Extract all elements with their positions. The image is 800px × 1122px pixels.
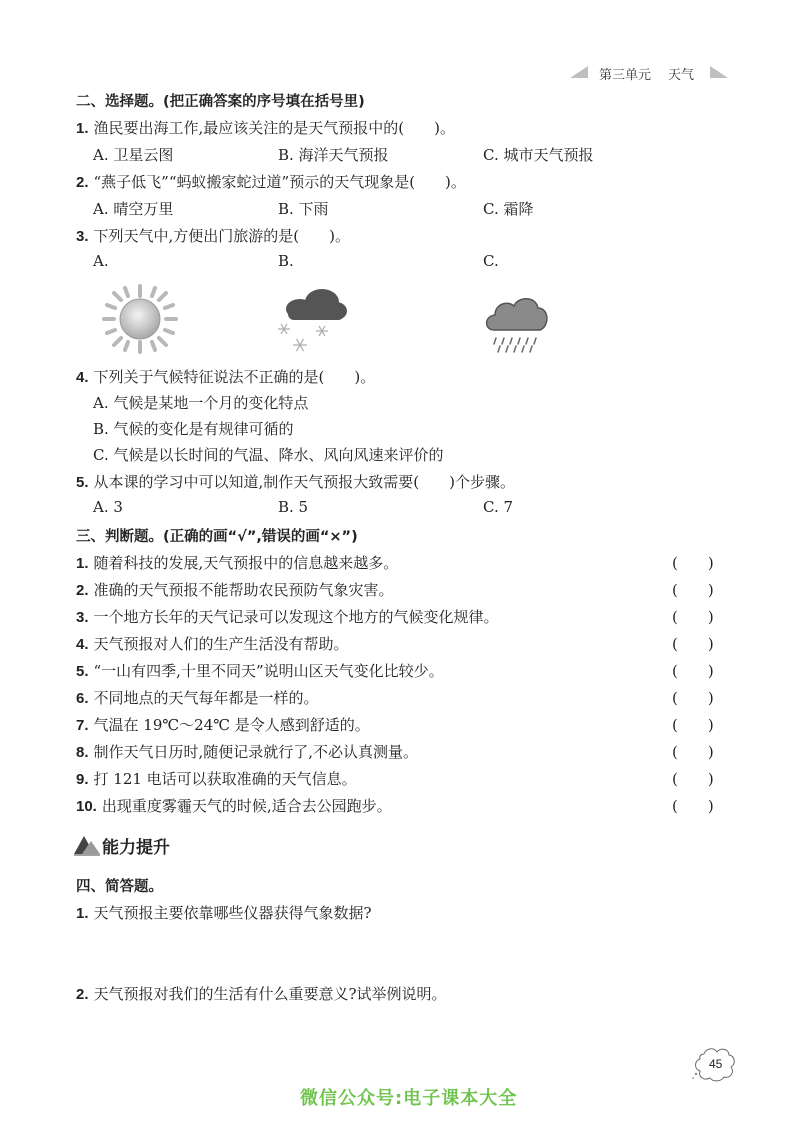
question-text: 渔民要出海工作,最应该关注的是天气预报中的( )。 (93, 119, 455, 137)
question-text: 下列天气中,方便出门旅游的是( )。 (93, 227, 350, 245)
answer-paren[interactable]: ( ) (672, 662, 714, 680)
option-a: A. (93, 252, 109, 270)
section3-title: 三、判断题。(正确的画“√”,错误的画“×”) (76, 529, 358, 545)
option-c: C. (483, 252, 499, 270)
question-number: 2. (76, 174, 89, 191)
question-text: “燕子低飞”“蚂蚁搬家蛇过道”预示的天气现象是( )。 (93, 173, 466, 191)
option-a: A. 气候是某地一个月的变化特点 (93, 394, 309, 412)
option-c: C. 城市天气预报 (483, 146, 594, 164)
judgement-item (76, 633, 349, 654)
item-number: 9. (76, 771, 89, 788)
answer-paren[interactable]: ( ) (672, 770, 714, 788)
question-text: 从本课的学习中可以知道,制作天气预报大致需要( )个步骤。 (93, 473, 515, 491)
topic-label: 天气 (668, 68, 695, 83)
judgement-item (76, 687, 319, 708)
item-text: 制作天气日历时,随便记录就行了,不必认真测量。 (93, 743, 419, 761)
answer-paren[interactable]: ( ) (672, 581, 714, 599)
header-right-triangle-icon (706, 64, 732, 80)
question-text: 天气预报对我们的生活有什么重要意义?试举例说明。 (93, 985, 447, 1003)
judgement-item (76, 768, 357, 789)
question-number: 1. (76, 905, 89, 922)
question-number: 2. (76, 986, 89, 1003)
rain-cloud-icon (482, 292, 552, 356)
option-c: C. 7 (483, 498, 514, 516)
question-number: 1. (76, 120, 89, 137)
item-text: 出现重度雾霾天气的时候,适合去公园跑步。 (101, 797, 392, 815)
page-number: 45 (709, 1057, 723, 1071)
item-number: 7. (76, 717, 89, 734)
option-b: B. 下雨 (278, 200, 329, 218)
snow-cloud-icon (274, 287, 354, 357)
question-number: 4. (76, 369, 89, 386)
item-number: 6. (76, 690, 89, 707)
item-number: 1. (76, 555, 89, 572)
option-b: B. (278, 252, 294, 270)
answer-paren[interactable]: ( ) (672, 608, 714, 626)
item-number: 3. (76, 609, 89, 626)
item-number: 4. (76, 636, 89, 653)
section4-title: 四、简答题。 (76, 879, 163, 895)
option-a: A. 3 (93, 498, 123, 516)
question-1 (76, 117, 455, 138)
footer-watermark: 微信公众号:电子课本大全 (300, 1088, 518, 1109)
judgement-item (76, 741, 418, 762)
item-number: 2. (76, 582, 89, 599)
answer-paren[interactable]: ( ) (672, 635, 714, 653)
unit-label: 第三单元 (599, 68, 652, 83)
option-b: B. 5 (278, 498, 309, 516)
option-a: A. 卫星云图 (93, 146, 174, 164)
item-text: 天气预报对人们的生产生活没有帮助。 (93, 635, 349, 653)
item-text: 打 121 电话可以获取准确的天气信息。 (93, 770, 357, 788)
item-number: 10. (76, 798, 97, 815)
question-2 (76, 171, 466, 192)
question-3 (76, 225, 350, 246)
item-number: 8. (76, 744, 89, 761)
sun-icon (100, 283, 180, 355)
item-text: 随着科技的发展,天气预报中的信息越来越多。 (93, 554, 399, 572)
question-5 (76, 471, 515, 492)
judgement-item (76, 714, 370, 735)
section2-title: 二、选择题。(把正确答案的序号填在括号里) (76, 94, 365, 110)
question-text: 下列关于气候特征说法不正确的是( )。 (93, 368, 376, 386)
option-a: A. 晴空万里 (93, 200, 174, 218)
item-text: 准确的天气预报不能帮助农民预防气象灾害。 (93, 581, 394, 599)
answer-paren[interactable]: ( ) (672, 554, 714, 572)
question-text: 天气预报主要依靠哪些仪器获得气象数据? (93, 904, 372, 922)
option-c: C. 气候是以长时间的气温、降水、风向风速来评价的 (93, 446, 444, 464)
question-number: 3. (76, 228, 89, 245)
judgement-item (76, 660, 444, 681)
ability-heading: 能力提升 (102, 838, 170, 858)
item-text: “一山有四季,十里不同天”说明山区天气变化比较少。 (93, 662, 444, 680)
answer-paren[interactable]: ( ) (672, 797, 714, 815)
short-question-2 (76, 983, 447, 1004)
judgement-item (76, 795, 392, 816)
item-text: 一个地方长年的天气记录可以发现这个地方的气候变化规律。 (93, 608, 499, 626)
item-text: 不同地点的天气每年都是一样的。 (93, 689, 319, 707)
answer-paren[interactable]: ( ) (672, 743, 714, 761)
judgement-item (76, 606, 499, 627)
judgement-item (76, 579, 394, 600)
mountain-icon (72, 832, 102, 856)
question-4 (76, 366, 375, 387)
judgement-item (76, 552, 398, 573)
item-number: 5. (76, 663, 89, 680)
option-b: B. 海洋天气预报 (278, 146, 389, 164)
option-b: B. 气候的变化是有规律可循的 (93, 420, 294, 438)
answer-paren[interactable]: ( ) (672, 716, 714, 734)
answer-paren[interactable]: ( ) (672, 689, 714, 707)
short-question-1 (76, 902, 372, 923)
item-text: 气温在 19℃～24℃ 是令人感到舒适的。 (93, 716, 370, 734)
option-c: C. 霜降 (483, 200, 534, 218)
question-number: 5. (76, 474, 89, 491)
header-left-triangle-icon (566, 64, 592, 80)
